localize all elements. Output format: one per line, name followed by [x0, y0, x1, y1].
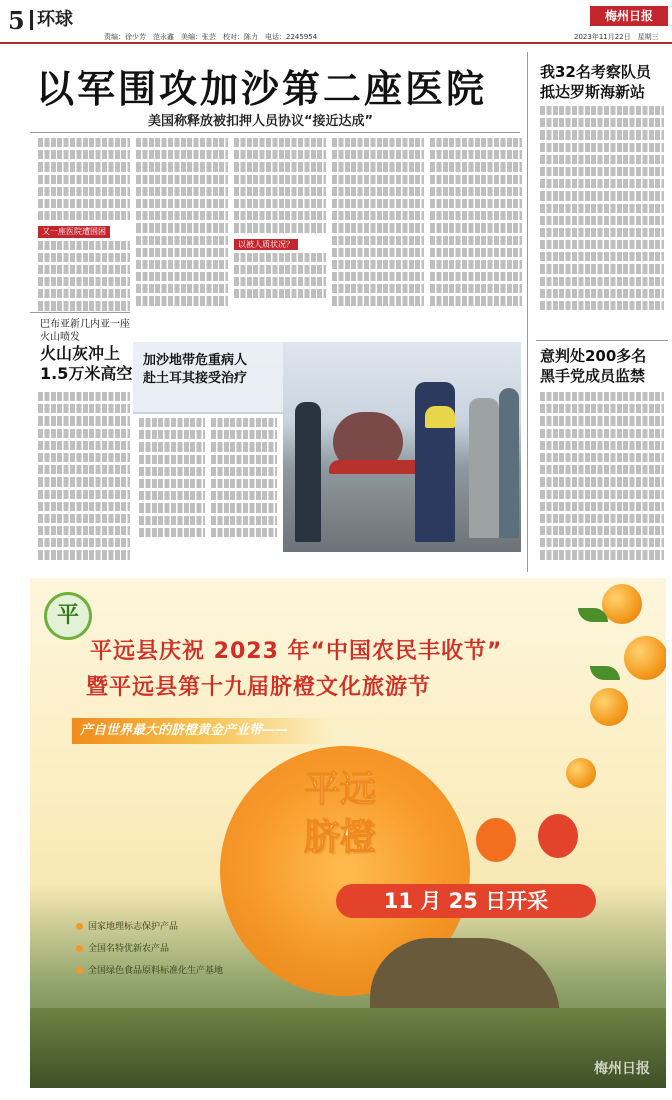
photo-story-col-1	[139, 418, 205, 548]
antarctic-body	[540, 106, 664, 332]
photo-story-col-2	[211, 418, 277, 548]
orange-fruit	[590, 688, 628, 726]
stretcher	[329, 460, 429, 474]
section-title: 环球	[30, 10, 73, 30]
soldier-figure-2	[499, 388, 519, 538]
bullet-dot-icon	[76, 923, 83, 930]
medic-figure	[295, 402, 321, 542]
rescuer-vest	[425, 406, 455, 428]
county-logo: 平	[44, 592, 92, 640]
headline-divider	[30, 132, 520, 133]
ad-title-line1: 平远县庆祝 2023 年“中国农民丰收节”	[90, 639, 503, 664]
hills-landscape	[30, 1008, 666, 1088]
column-divider	[527, 52, 528, 572]
soldier-figure	[469, 398, 499, 538]
lead-column-3	[234, 138, 326, 338]
bullet-dot-icon	[76, 945, 83, 952]
page-number: 5	[8, 6, 25, 35]
masthead-logo: 梅州日报	[590, 6, 668, 26]
ad-banner: 产自世界最大的脐橙黄金产业带——	[72, 718, 332, 744]
volcano-kicker: 巴布亚新几内亚一座 火山喷发	[40, 319, 130, 343]
bullet-item	[76, 916, 223, 938]
mafia-headline: 意判处200多名 黑手党成员监禁	[540, 347, 647, 385]
lead-column-1	[38, 138, 130, 312]
bullet-item	[76, 938, 223, 960]
orange-fruit	[602, 584, 642, 624]
ad-big-text-1: 平远	[303, 769, 376, 810]
volcano-body	[38, 392, 130, 572]
ad-big-text-2: 脐橙	[303, 817, 376, 858]
volcano-headline: 火山灰冲上 1.5万米高空	[40, 344, 133, 383]
ad-title-line2: 暨平远县第十九届脐橙文化旅游节	[86, 675, 432, 700]
lead-column-5	[430, 138, 522, 338]
orange-mascot-2	[538, 814, 578, 858]
gaza-patient-photo	[133, 342, 521, 552]
orange-fruit	[624, 636, 666, 680]
watermark-logo: 梅州日报	[594, 1061, 650, 1077]
lead-subtitle-2: 以被人质状况？	[234, 239, 298, 250]
harvest-date-badge: 11 月 25 日开采	[336, 884, 596, 918]
bullet-dot-icon	[76, 967, 83, 974]
lead-headline: 以军围攻加沙第二座医院	[36, 66, 488, 111]
mafia-body	[540, 392, 664, 572]
lead-column-2	[136, 138, 228, 338]
lead-subtitle-1: 又一座医院遭围困	[38, 226, 110, 237]
orange-mascot	[476, 818, 516, 862]
navel-orange-festival-ad	[30, 578, 666, 1088]
bullet-item	[76, 960, 223, 982]
bullet-text: 国家地理标志保护产品	[88, 922, 179, 932]
antarctic-headline: 我32名考察队员 抵达罗斯海新站	[540, 63, 651, 101]
leaf-decoration	[590, 666, 620, 680]
editor-credits: 责编：徐少芳 范永鑫 美编：张芸 校对：陈力 电话：2245954	[104, 33, 318, 41]
lead-column-4	[332, 138, 424, 338]
volcano-divider	[30, 312, 130, 313]
page-header	[0, 0, 672, 44]
orange-fruit	[566, 758, 596, 788]
bullet-text: 全国绿色食品原料标准化生产基地	[88, 966, 224, 976]
issue-date: 2023年11月22日 星期三	[574, 33, 659, 41]
ad-bullet-list	[76, 916, 223, 982]
photo-headline: 加沙地带危重病人 赴土耳其接受治疗	[143, 353, 248, 386]
bullet-text: 全国名特优新农产品	[88, 944, 170, 954]
lead-subhead: 美国称释放被扣押人员协议“接近达成”	[148, 114, 374, 129]
right-divider	[536, 340, 668, 341]
photo-story-body	[133, 414, 283, 552]
